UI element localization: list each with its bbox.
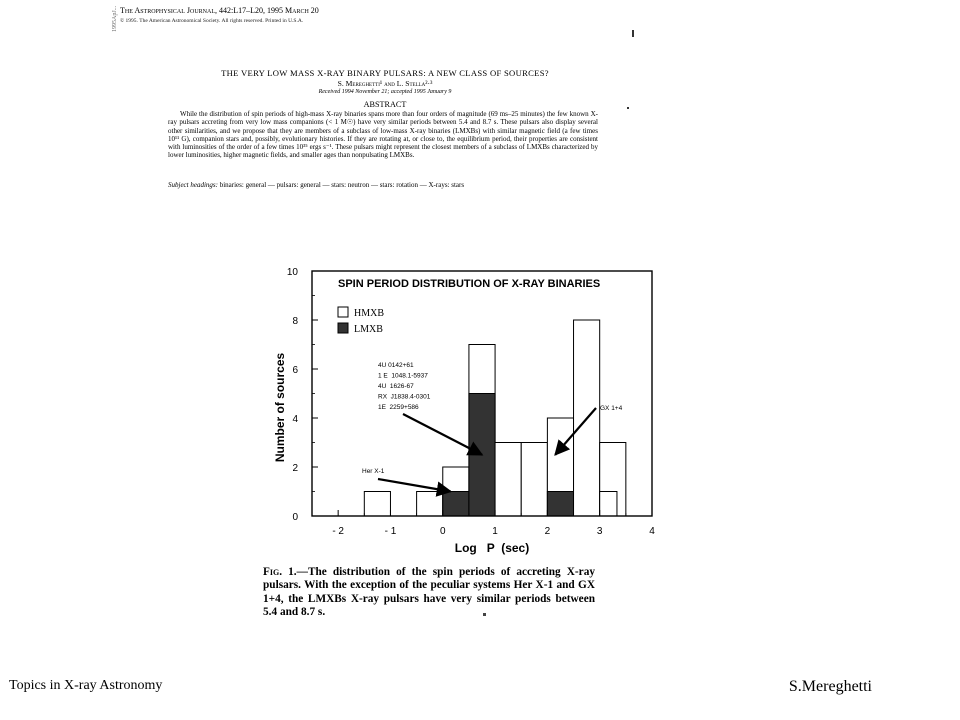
x-tick-label: 1 [492, 526, 498, 537]
lmxb-bar [443, 492, 469, 517]
hmxb-bar [417, 492, 443, 517]
x-tick-label: 4 [649, 526, 655, 537]
abstract-heading: ABSTRACT [363, 100, 407, 109]
annotation-lmxb-list-line: 4U 1626-67 [378, 383, 414, 390]
y-tick-label: 10 [286, 267, 298, 278]
chart-legend [338, 307, 384, 335]
received-dates: Received 1994 November 21; accepted 1995 January 9 [318, 89, 452, 95]
annotation-lmxb-list-line: 4U 0142+61 [378, 362, 414, 369]
annotation-her-x1: Her X-1 [362, 468, 385, 475]
paper-authors: S. Mereghetti¹ and L. Stella²·³ [337, 79, 433, 88]
y-tick-label: 4 [292, 414, 298, 425]
legend-label-lmxb: LMXB [354, 324, 383, 335]
y-tick-label: 8 [292, 316, 298, 327]
hmxb-bar [364, 492, 390, 517]
annotation-arrow-her-x1 [378, 479, 451, 492]
abstract-text: While the distribution of spin periods of high-mass X-ray binaries spans more than four orders of magnitude (69 ms–25 minutes) the few known X-ray pulsars accreting from very low mass companions (< 1 M☉) have very similar periods between 5.4 and 8.7 s. These pulsars also display several other similarities, and we propose that they are members of a subclass of low-mass X-ray binaries (LMXBs) with similar magnetic field (a few times 10¹¹ G), companion stars and, possibly, evolutionary histories. If they are rotating at, or close to, the equilibrium period, their properties are consistent with luminosities of the order of a few times 10³⁵ ergs s⁻¹. These pulsars might represent the closest members of a subclass of LMXBs characterized by lower luminosities, higher magnetic fields, and smaller ages than nonpulsating LMXBs. [168, 110, 598, 160]
footer-author: S.Mereghetti [788, 678, 872, 695]
paper-title: THE VERY LOW MASS X-RAY BINARY PULSARS: A NEW CLASS OF SOURCES? [221, 68, 549, 78]
annotation-lmxb-list-line: 1E 2259+586 [378, 404, 419, 411]
subject-headings-label: Subject headings: [168, 181, 218, 189]
x-tick-label: 2 [544, 526, 551, 537]
x-axis-label: Log P (sec) [454, 541, 530, 555]
figure-caption [263, 566, 595, 620]
y-tick-label: 2 [292, 463, 298, 474]
chart-title: SPIN PERIOD DISTRIBUTION OF X-RAY BINARIES [338, 278, 601, 290]
hmxb-bar [495, 443, 521, 517]
lmxb-bar [547, 492, 573, 517]
annotation-lmxb-list-line: RX J1838.4-0301 [378, 393, 431, 401]
x-tick-label: 0 [439, 526, 446, 537]
annotation-lmxb-list-line: 1 E 1048.1-5937 [378, 372, 428, 380]
hmxb-bar [521, 443, 547, 517]
hmxb-bar [600, 492, 617, 517]
x-tick-label: 3 [596, 526, 603, 537]
x-tick-label: - 1 [384, 526, 397, 537]
figure-caption-text: —The distribution of the spin periods of accreting X-ray pulsars. With the exception of the peculiar systems Her X-1 and GX 1+4, the LMXBs X-ray pulsars have very similar periods between 5.4 and 8.7 s. [263, 566, 595, 619]
y-axis-label: Number of sources [273, 352, 287, 463]
annotation-gx-1-4: GX 1+4 [600, 405, 623, 412]
y-tick-label: 0 [292, 512, 298, 523]
scan-speck [483, 613, 486, 616]
journal-line: The Astrophysical Journal, 442:L17–L20, 1995 March 20 [120, 6, 319, 15]
footer-course-title: Topics in X-ray Astronomy [9, 678, 163, 693]
figure-caption-label: Fig. 1. [263, 566, 297, 578]
subject-headings-text: binaries: general — pulsars: general — stars: neutron — stars: rotation — X-rays: stars [219, 181, 465, 189]
side-code: 1995ApJ... [112, 5, 118, 32]
legend-swatch-lmxb [338, 323, 348, 333]
x-tick-label: - 2 [332, 526, 344, 537]
legend-label-hmxb: HMXB [354, 308, 385, 319]
legend-swatch-hmxb [338, 307, 348, 317]
copyright-line: © 1995. The American Astronomical Society. All rights reserved. Printed in U.S.A. [120, 18, 304, 24]
y-tick-label: 6 [292, 365, 298, 376]
